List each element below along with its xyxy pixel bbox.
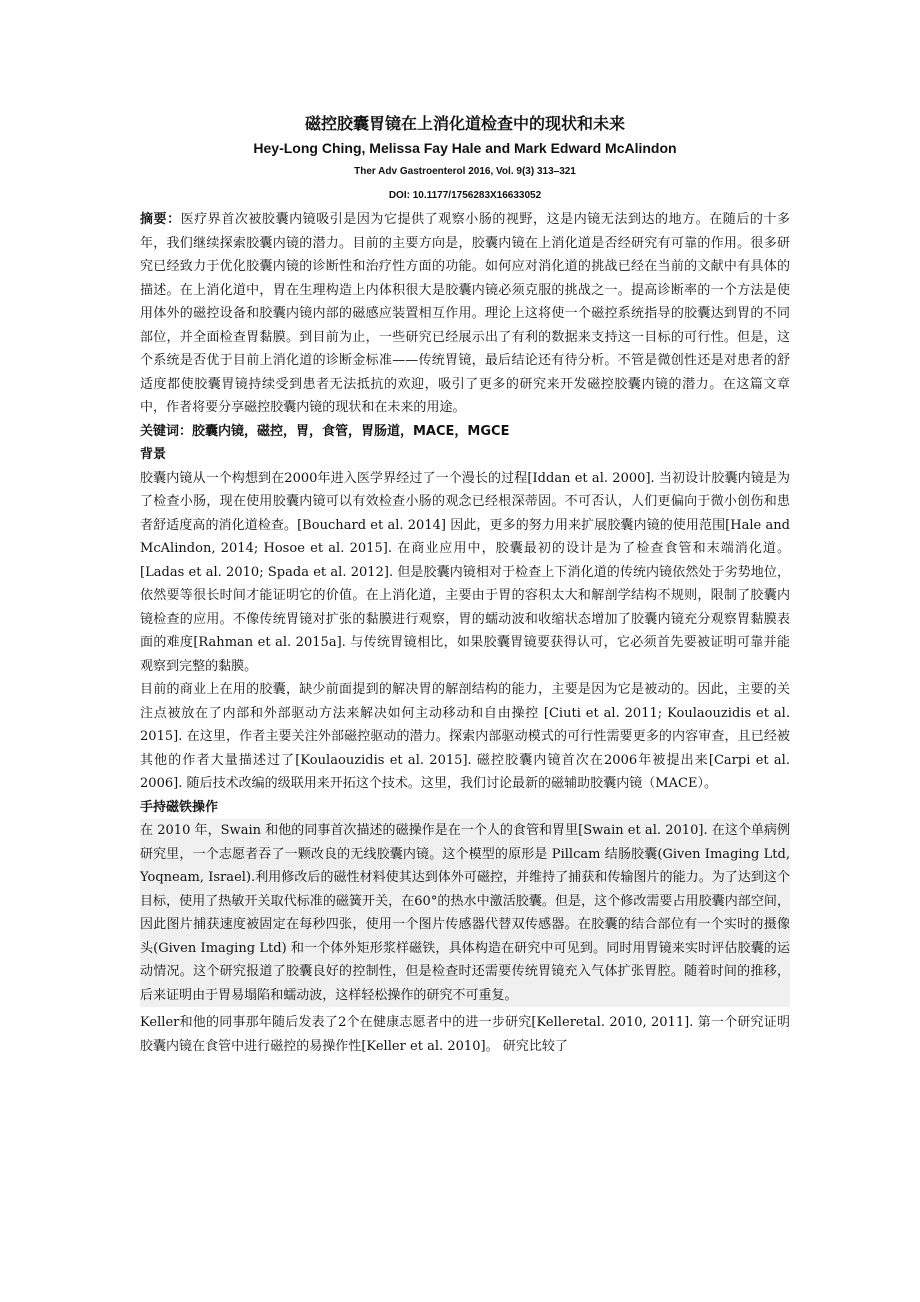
abstract: [140, 208, 790, 420]
paper-page: [140, 112, 790, 1058]
paper-authors: Hey-Long Ching, Melissa Fay Hale and Mark Edward McAlindon: [253, 140, 677, 156]
section-heading-background: 背景: [140, 447, 167, 462]
journal-citation: Ther Adv Gastroenterol 2016, Vol. 9(3) 313–321: [354, 166, 576, 177]
section-heading-handheld-magnet: 手持磁铁操作: [140, 799, 219, 815]
paragraph-highlighted: 在 2010 年，Swain 和他的同事首次描述的磁操作是在一个人的食管和胃里[Swain et al. 2010]. 在这个单病例研究里，一个志愿者吞了一颗改良的无线胶囊内镜。这个模型的原形是 Pillcam 结肠胶囊(Given Imaging Ltd, Yoqneam, Israel).利用修改后的磁性材料使其达到体外可磁控，并维持了捕获和传输图片的能力。为了达到这个目标，使用了热敏开关取代标准的磁簧开关，在60°的热水中激活胶囊。但是，这个修改需要占用胶囊内部空间，因此图片捕获速度被固定在每秒四张，使用一个图片传感器代替双传感器。在胶囊的结合部位有一个实时的摄像头(Given Imaging Ltd) 和一个体外矩形浆样磁铁，具体构造在研究中可见到。同时用胃镜来实时评估胶囊的运动情况。这个研究报道了胶囊良好的控制性，但是检查时还需要传统胃镜充入气体扩张胃腔。随着时间的推移，后来证明由于胃易塌陷和蠕动波，这样轻松操作的研究不可重复。: [140, 819, 790, 1007]
paragraph: Keller和他的同事那年随后发表了2个在健康志愿者中的进一步研究[Kelleretal. 2010, 2011]. 第一个研究证明胶囊内镜在食管中进行磁控的易操作性[Keller et al. 2010]。 研究比较了: [140, 1015, 790, 1054]
doi: DOI: 10.1177/1756283X16633052: [388, 190, 542, 201]
paragraph: 目前的商业上在用的胶囊，缺少前面提到的解决胃的解剖结构的能力，主要是因为它是被动的。因此，主要的关注点被放在了内部和外部驱动方法来解决如何主动移动和自由操控 [Ciuti et al. 2011; Koulaouzidis et al. 2015]. 在这里，作者主要关注外部磁控驱动的潜力。探索内部驱动模式的可行性需要更多的内容审查，且已经被其他的作者大量描述过了[Koulaouzidis et al. 2015]. 磁控胶囊内镜首次在2006年被提出来[Carpi et al. 2006]. 随后技术改编的级联用来开拓这个技术。这里，我们讨论最新的磁辅助胶囊内镜（MACE）。: [140, 682, 790, 791]
abstract-label: 摘要：: [140, 212, 181, 227]
keywords: 关键词：胶囊内镜，磁控，胃，食管，胃肠道，MACE，MGCE: [140, 423, 510, 439]
abstract-text: 医疗界首次被胶囊内镜吸引是因为它提供了观察小肠的视野，这是内镜无法到达的地方。在随后的十多年，我们继续探索胶囊内镜的潜力。目前的主要方向是，胶囊内镜在上消化道是否经研究有可靠的作用。很多研究已经致力于优化胶囊内镜的诊断性和治疗性方面的功能。如何应对消化道的挑战已经在当前的文献中有具体的描述。在上消化道中，胃在生理构造上内体积很大是胶囊内镜必须克服的挑战之一。提高诊断率的一个方法是使用体外的磁控设备和胶囊内镜内部的磁感应装置相互作用。理论上这将使一个磁控系统指导的胶囊达到胃的不同部位，并全面检查胃黏膜。到目前为止，一些研究已经展示出了有利的数据来支持这一目标的可行性。但是，这个系统是否优于目前上消化道的诊断金标准——传统胃镜，最后结论还有待分析。不管是微创性还是对患者的舒适度都使胶囊胃镜持续受到患者无法抵抗的欢迎，吸引了更多的研究来开发磁控胶囊内镜的潜力。在这篇文章中，作者将要分享磁控胶囊内镜的现状和在未来的用途。: [140, 212, 791, 415]
paper-title: 磁控胶囊胃镜在上消化道检查中的现状和未来: [304, 114, 625, 133]
paragraph: 胶囊内镜从一个构想到在2000年进入医学界经过了一个漫长的过程[Iddan et al. 2000]. 当初设计胶囊内镜是为了检查小肠，现在使用胶囊内镜可以有效检查小肠的观念已经根深蒂固。不可否认，人们更偏向于微小创伤和患者舒适度高的消化道检查。[Bouchard et al. 2014] 因此，更多的努力用来扩展胶囊内镜的使用范围[Hale and McAlindon, 2014; Hosoe et al. 2015]. 在商业应用中，胶囊最初的设计是为了检查食管和末端消化道。[Ladas et al. 2010; Spada et al. 2012]. 但是胶囊内镜相对于检查上下消化道的传统内镜依然处于劣势地位，依然要等很长时间才能证明它的价值。在上消化道，主要由于胃的容积太大和解剖学结构不规则，限制了胶囊内镜检查的应用。不像传统胃镜对扩张的黏膜进行观察，胃的蠕动波和收缩状态增加了胶囊内镜充分观察胃黏膜表面的难度[Rahman et al. 2015a]. 与传统胃镜相比，如果胶囊胃镜要获得认可，它必须首先要被证明可靠并能观察到完整的黏膜。: [140, 470, 790, 674]
